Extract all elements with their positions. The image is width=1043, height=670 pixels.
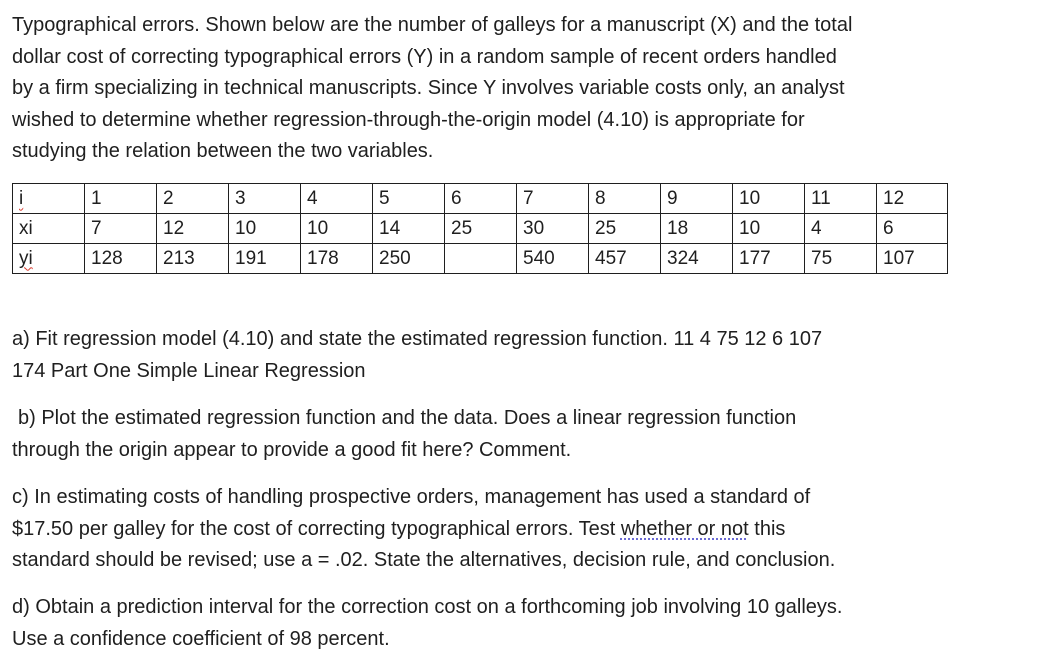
table-cell: 11 bbox=[805, 184, 877, 214]
intro-line: wished to determine whether regression-through-the-origin model (4.10) is appropriate for bbox=[12, 108, 805, 131]
row-label-text: i bbox=[19, 187, 24, 209]
table-cell: 540 bbox=[517, 244, 589, 274]
table-cell: 25 bbox=[445, 214, 517, 244]
table-cell: 12 bbox=[157, 214, 229, 244]
table-cell: 9 bbox=[661, 184, 733, 214]
row-label-text: yi bbox=[19, 247, 33, 269]
intro-line: by a firm specializing in technical manuscripts. Since Y involves variable costs only, an analyst bbox=[12, 77, 845, 99]
table-cell: 30 bbox=[517, 214, 589, 244]
row-label bbox=[13, 244, 85, 274]
table-cell: 2 bbox=[157, 184, 229, 214]
problem-intro bbox=[12, 10, 852, 168]
question-b bbox=[12, 403, 797, 466]
table-cell: 213 bbox=[157, 244, 229, 274]
question-c bbox=[12, 482, 835, 577]
intro-line: studying the relation between the two variables. bbox=[12, 140, 434, 162]
table-cell: 10 bbox=[733, 184, 805, 214]
question-c-line: standard should be revised; use a = .02. State the alternatives, decision rule, and conclusion. bbox=[12, 549, 836, 571]
question-c-text: $17.50 per galley for the cost of correcting typographical errors. Test bbox=[12, 517, 621, 540]
table-cell: 1 bbox=[85, 184, 157, 214]
row-label bbox=[13, 184, 85, 214]
table-cell: 6 bbox=[445, 184, 517, 214]
table-cell: 178 bbox=[301, 244, 373, 274]
table-cell: 191 bbox=[229, 244, 301, 274]
table-cell: 107 bbox=[877, 244, 948, 274]
table-cell: 7 bbox=[517, 184, 589, 214]
table-cell: 457 bbox=[589, 244, 661, 274]
intro-line: dollar cost of correcting typographical errors (Y) in a random sample of recent orders handled bbox=[12, 45, 837, 68]
question-b-line: through the origin appear to provide a good fit here? Comment. bbox=[12, 438, 572, 461]
intro-line: Typographical errors. Shown below are the number of galleys for a manuscript (X) and the total bbox=[12, 14, 853, 36]
table-cell: 10 bbox=[733, 214, 805, 244]
table-cell: 6 bbox=[877, 214, 948, 244]
data-table bbox=[12, 183, 948, 274]
question-b-line: b) Plot the estimated regression function and the data. Does a linear regression function bbox=[18, 407, 797, 429]
table-cell: 3 bbox=[229, 184, 301, 214]
question-c-line bbox=[12, 514, 835, 546]
table-cell: 10 bbox=[301, 214, 373, 244]
table-cell bbox=[445, 244, 517, 274]
table-cell: 177 bbox=[733, 244, 805, 274]
table-row bbox=[13, 184, 948, 214]
row-label: xi bbox=[13, 214, 85, 244]
table-cell: 250 bbox=[373, 244, 445, 274]
table-cell: 7 bbox=[85, 214, 157, 244]
question-a bbox=[12, 324, 822, 387]
question-c-text: this bbox=[748, 517, 786, 540]
question-d-line: Use a confidence coefficient of 98 percent. bbox=[12, 627, 390, 650]
table-cell: 8 bbox=[589, 184, 661, 214]
table-cell: 75 bbox=[805, 244, 877, 274]
table-cell: 12 bbox=[877, 184, 948, 214]
table-row bbox=[13, 214, 948, 244]
question-a-line: a) Fit regression model (4.10) and state the estimated regression function. 11 4 75 12 6 107 bbox=[12, 328, 823, 350]
table-cell: 128 bbox=[85, 244, 157, 274]
table-cell: 4 bbox=[301, 184, 373, 214]
question-a-line: 174 Part One Simple Linear Regression bbox=[12, 359, 366, 382]
table-cell: 18 bbox=[661, 214, 733, 244]
question-c-line: c) In estimating costs of handling prospective orders, management has used a standard of bbox=[12, 486, 811, 508]
table-row bbox=[13, 244, 948, 274]
table-cell: 14 bbox=[373, 214, 445, 244]
table-cell: 25 bbox=[589, 214, 661, 244]
table-cell: 4 bbox=[805, 214, 877, 244]
grammar-flagged-text: whether or not bbox=[620, 517, 749, 540]
question-d bbox=[12, 592, 842, 655]
question-d-line: d) Obtain a prediction interval for the correction cost on a forthcoming job involving 10 galleys. bbox=[12, 596, 843, 618]
table-cell: 5 bbox=[373, 184, 445, 214]
table-cell: 324 bbox=[661, 244, 733, 274]
table-cell: 10 bbox=[229, 214, 301, 244]
